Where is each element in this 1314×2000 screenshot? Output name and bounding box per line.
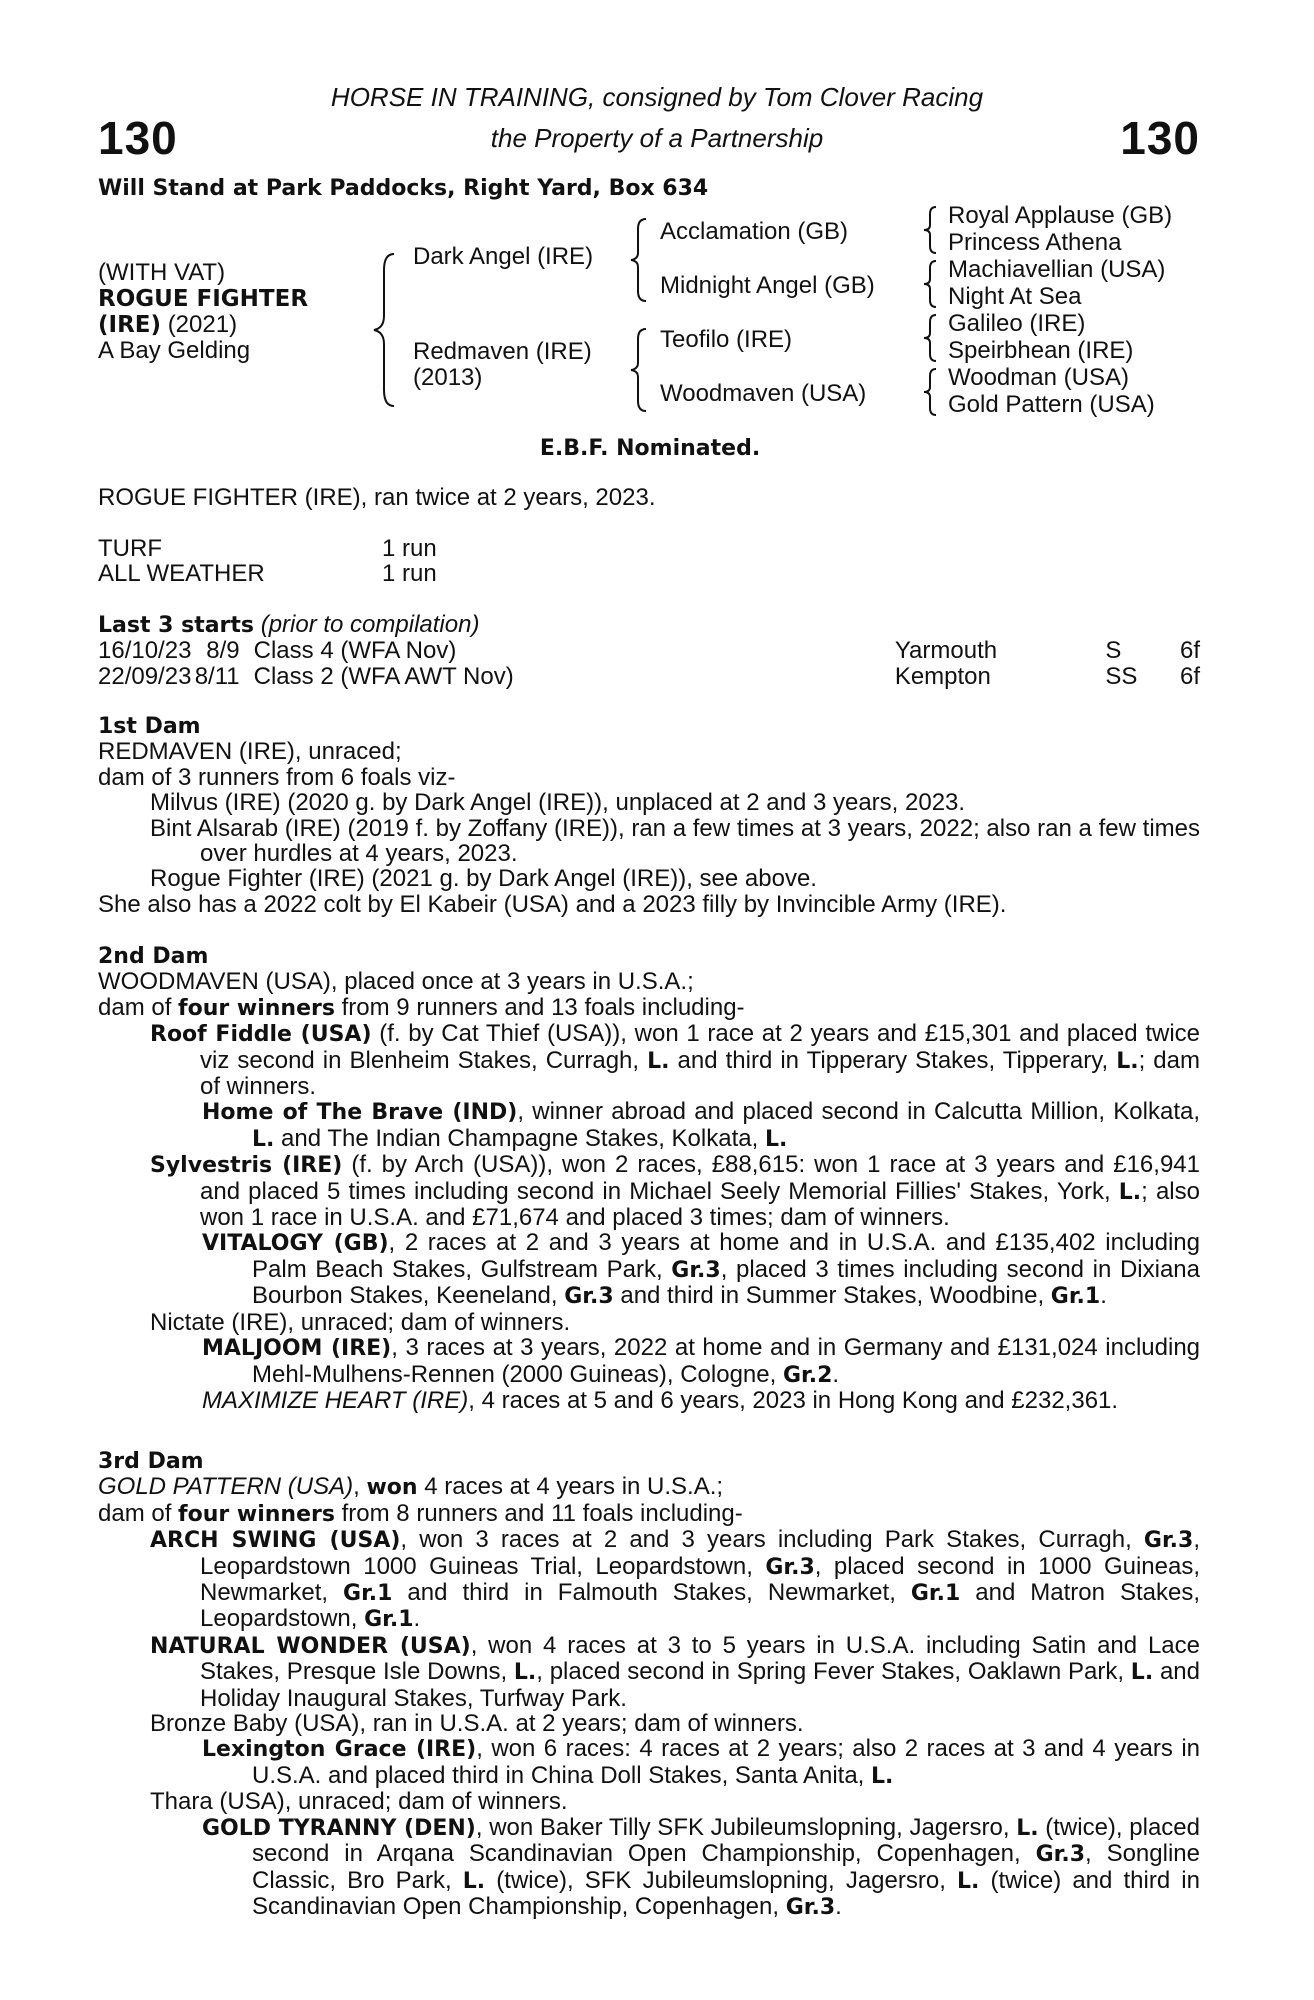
runs-count: 1 run xyxy=(382,535,437,562)
group-badge: Gr.1 xyxy=(364,1607,414,1633)
listed-badge: L. xyxy=(1116,1048,1139,1074)
sire-dam-sire: Machiavellian (USA) xyxy=(948,256,1166,283)
dam-dam-dam: Gold Pattern (USA) xyxy=(948,391,1155,418)
last-starts xyxy=(98,612,1200,689)
lot-number-left: 130 xyxy=(98,112,178,164)
start-race: Class 4 (WFA Nov) xyxy=(253,637,457,665)
dam-name: Redmaven (IRE) xyxy=(413,338,592,365)
progeny-maximize-heart xyxy=(98,1388,1200,1413)
stand-line: Will Stand at Park Paddocks, Right Yard, Box 634 xyxy=(98,176,709,201)
start-going: S xyxy=(1105,637,1122,665)
text: from 9 runners and 13 foals including- xyxy=(334,993,745,1021)
listed-badge: L. xyxy=(1016,1815,1039,1841)
first-dam-progeny: Bint Alsarab (IRE) (2019 f. by Zoffany (IRE)), ran a few times at 3 years, 2022; also ran a few times over hurdles at 4 years, 2023. xyxy=(150,814,1200,868)
won-label: won xyxy=(366,1475,418,1501)
text: (twice), placed second in Arqana Scandinavian Open Championship, Copenhagen, xyxy=(252,1813,1200,1868)
race-summary: ROGUE FIGHTER (IRE), ran twice at 2 years, 2023. xyxy=(98,484,656,511)
text: (f. by Cat Thief (USA)), won 1 race at 2 years and £15,301 and placed twice viz second in Blenheim Stakes, Curragh, xyxy=(200,1020,1200,1074)
listed-badge: L. xyxy=(957,1868,980,1894)
text: dam of xyxy=(98,993,179,1021)
text: , placed 3 times including second in Dixiana Bourbon Stakes, Keeneland, xyxy=(252,1255,1200,1310)
horse-name: MAXIMIZE HEART (IRE) xyxy=(202,1386,469,1414)
horse-name: Lexington Grace (IRE) xyxy=(202,1737,477,1763)
lot-number-right: 130 xyxy=(1120,112,1200,164)
dam-sire-dam: Speirbhean (IRE) xyxy=(948,337,1134,364)
text: , won Baker Tilly SFK Jubileumslopning, Jagersro, xyxy=(475,1813,1017,1841)
text: , Songline Classic, Bro Park, xyxy=(252,1840,1200,1894)
consignor-line: HORSE IN TRAINING, consigned by Tom Clover Racing xyxy=(330,82,984,112)
horse-name: NATURAL WONDER (USA) xyxy=(150,1633,471,1659)
progeny-roof-fiddle xyxy=(98,1021,1200,1099)
second-dam-title: 2nd Dam xyxy=(98,944,209,969)
progeny-nictate: Nictate (IRE), unraced; dam of winners. xyxy=(150,1308,571,1336)
progeny-natural-wonder xyxy=(98,1633,1200,1711)
second-dam-line xyxy=(98,995,1200,1021)
pedigree-brace-g3-1 xyxy=(920,204,940,256)
start-course: Kempton xyxy=(894,662,991,690)
start-row xyxy=(98,638,1200,663)
text: (twice) and third in Scandinavian Open Championship, Copenhagen, xyxy=(252,1866,1200,1920)
progeny-gold-tyranny xyxy=(98,1815,1200,1921)
progeny-bronze-baby: Bronze Baby (USA), ran in U.S.A. at 2 years; dam of winners. xyxy=(150,1710,804,1738)
sire-sire-dam: Princess Athena xyxy=(948,229,1122,256)
text: , 4 races at 5 and 6 years, 2023 in Hong Kong and £232,361. xyxy=(468,1386,1119,1414)
vat-label: (WITH VAT) xyxy=(98,259,226,286)
text: , xyxy=(353,1473,367,1501)
start-position: 8/11 xyxy=(194,662,240,690)
second-dam-section xyxy=(98,944,1200,1413)
pedigree-brace-g3-4 xyxy=(920,366,940,418)
text: , winner abroad and placed second in Calcutta Million, Kolkata, xyxy=(517,1098,1200,1126)
progeny-sylvestris xyxy=(98,1152,1200,1230)
listed-badge: L. xyxy=(462,1868,486,1894)
first-dam-title: 1st Dam xyxy=(98,714,201,739)
sire-dam-dam: Night At Sea xyxy=(948,283,1082,310)
third-dam-line xyxy=(98,1474,1200,1500)
horse-name: Home of The Brave (IND) xyxy=(202,1100,518,1126)
listed-badge: L. xyxy=(871,1763,894,1789)
horse-name: ARCH SWING (USA) xyxy=(150,1528,401,1554)
text: , 2 races at 2 and 3 years at home and in U.S.A. and £135,402 including Palm Beach Stakes, Gulfstream Park, xyxy=(252,1229,1200,1283)
second-dam-line: WOODMAVEN (USA), placed once at 3 years in U.S.A.; xyxy=(98,968,694,996)
start-going: SS xyxy=(1105,662,1138,690)
horse-description: A Bay Gelding xyxy=(98,337,251,364)
pedigree-brace-main xyxy=(370,250,400,410)
runs-row xyxy=(98,561,1200,586)
horse-name: VITALOGY (GB) xyxy=(202,1231,389,1257)
dam-dam-sire: Woodman (USA) xyxy=(948,364,1129,391)
runs-surface: TURF xyxy=(98,535,162,562)
dam-dam: Woodmaven (USA) xyxy=(660,380,867,407)
listed-badge: L. xyxy=(1118,1179,1142,1205)
horse-name: MALJOOM (IRE) xyxy=(202,1336,392,1362)
text: , Leopardstown 1000 Guineas Trial, Leopardstown, xyxy=(200,1526,1200,1580)
progeny-maljoom xyxy=(98,1335,1200,1388)
horse-name: Sylvestris (IRE) xyxy=(150,1153,343,1179)
text: , placed second in Spring Fever Stakes, Oaklawn Park, xyxy=(536,1658,1131,1686)
text: and The Indian Champagne Stakes, Kolkata, xyxy=(274,1124,765,1152)
text: ; also won 1 race in U.S.A. and £71,674 and placed 3 times; dam of winners. xyxy=(200,1177,1200,1232)
first-dam-section xyxy=(98,714,1200,917)
group-badge: Gr.1 xyxy=(343,1581,393,1607)
text: dam of xyxy=(98,1499,179,1527)
progeny-lexington-grace xyxy=(98,1736,1200,1789)
text: , won 4 races at 3 to 5 years in U.S.A. including Satin and Lace Stakes, Presque Isle Downs, xyxy=(200,1631,1200,1686)
progeny-home-of-the-brave xyxy=(98,1099,1200,1152)
horse-country: (IRE) xyxy=(98,312,162,338)
text: and Matron Stakes, Leopardstown, xyxy=(200,1579,1200,1633)
pedigree-brace-g3-2 xyxy=(920,258,940,310)
start-course: Yarmouth xyxy=(894,637,998,665)
group-badge: Gr.3 xyxy=(765,1554,815,1580)
text: and third in Summer Stakes, Woodbine, xyxy=(613,1282,1051,1310)
text: ; dam of winners. xyxy=(200,1046,1200,1101)
property-line: the Property of a Partnership xyxy=(490,123,824,153)
sire-name: Dark Angel (IRE) xyxy=(413,243,594,270)
text: . xyxy=(832,1360,840,1388)
text: (f. by Arch (USA)), won 2 races, £88,615: won 1 race at 3 years and £16,941 and placed 5 times including second in Michael Seely Memorial Fillies' Stakes, York, xyxy=(200,1151,1200,1205)
progeny-thara: Thara (USA), unraced; dam of winners. xyxy=(150,1788,568,1816)
group-badge: Gr.1 xyxy=(910,1581,961,1607)
text: . xyxy=(413,1605,421,1633)
listed-badge: L. xyxy=(1130,1660,1154,1686)
horse-name: GOLD TYRANNY (DEN) xyxy=(202,1815,476,1841)
pedigree-brace-sire xyxy=(628,215,652,305)
group-badge: Gr.1 xyxy=(1050,1284,1101,1310)
dam-year: (2013) xyxy=(413,364,483,391)
listed-badge: L. xyxy=(513,1660,537,1686)
group-badge: Gr.2 xyxy=(782,1362,833,1388)
pedigree-brace-dam xyxy=(628,325,652,415)
start-position: 8/9 xyxy=(206,637,240,665)
group-badge: Gr.3 xyxy=(671,1257,721,1283)
start-race: Class 2 (WFA AWT Nov) xyxy=(253,662,514,690)
start-date: 16/10/23 xyxy=(98,637,192,665)
listed-badge: L. xyxy=(647,1048,670,1074)
first-dam-progeny: Milvus (IRE) (2020 g. by Dark Angel (IRE)), unplaced at 2 and 3 years, 2023. xyxy=(150,789,966,817)
runs-count: 1 run xyxy=(382,560,437,588)
dam-name: GOLD PATTERN (USA) xyxy=(98,1473,354,1501)
start-date: 22/09/23 xyxy=(98,662,192,690)
text: . xyxy=(835,1892,842,1920)
first-dam-line: She also has a 2022 colt by El Kabeir (USA) and a 2023 filly by Invincible Army (IRE). xyxy=(98,890,1007,918)
start-distance: 6f xyxy=(1179,637,1200,665)
dam-sire-sire: Galileo (IRE) xyxy=(948,310,1086,337)
third-dam-section xyxy=(98,1449,1200,1920)
start-row xyxy=(98,664,1200,689)
sire-dam: Midnight Angel (GB) xyxy=(660,272,875,299)
progeny-arch-swing xyxy=(98,1527,1200,1633)
third-dam-title: 3rd Dam xyxy=(98,1449,204,1474)
group-badge: Gr.3 xyxy=(1035,1842,1085,1868)
text: 4 races at 4 years in U.S.A.; xyxy=(417,1473,724,1501)
winners-count: four winners xyxy=(178,995,335,1021)
progeny-vitalogy xyxy=(98,1230,1200,1309)
listed-badge: L. xyxy=(252,1126,275,1152)
runs-surface: ALL WEATHER xyxy=(98,560,265,588)
runs-table xyxy=(98,536,1200,587)
last-starts-title: Last 3 starts xyxy=(98,613,255,638)
pedigree-brace-g3-3 xyxy=(920,312,940,364)
text: , won 6 races: 4 races at 2 years; also 2 races at 3 and 4 years in U.S.A. and placed third in China Doll Stakes, Santa Anita, xyxy=(252,1735,1200,1789)
group-badge: Gr.3 xyxy=(564,1284,614,1310)
horse-name: ROGUE FIGHTER xyxy=(98,286,309,312)
text: (twice), SFK Jubileumslopning, Jagersro, xyxy=(485,1866,957,1894)
ebf-nominated: E.B.F. Nominated. xyxy=(539,436,761,461)
text: , 3 races at 3 years, 2022 at home and in Germany and £131,024 including Mehl-Mulhens-Rennen (2000 Guineas), Cologne, xyxy=(252,1334,1201,1388)
start-distance: 6f xyxy=(1179,662,1200,690)
dam-sire: Teofilo (IRE) xyxy=(660,326,793,353)
text: from 8 runners and 11 foals including- xyxy=(334,1499,743,1527)
listed-badge: L. xyxy=(764,1126,788,1152)
horse-identity xyxy=(98,260,308,364)
horse-name: Roof Fiddle (USA) xyxy=(150,1022,372,1048)
sire-sire-sire: Royal Applause (GB) xyxy=(948,202,1173,229)
text: and Holiday Inaugural Stakes, Turfway Park. xyxy=(200,1658,1200,1712)
first-dam-progeny: Rogue Fighter (IRE) (2021 g. by Dark Angel (IRE)), see above. xyxy=(150,865,817,893)
sire-sire: Acclamation (GB) xyxy=(660,218,849,245)
text: , placed second in 1000 Guineas, Newmarket, xyxy=(200,1552,1200,1607)
text: and third in Tipperary Stakes, Tipperary, xyxy=(669,1046,1117,1074)
text: . xyxy=(1100,1282,1107,1310)
first-dam-line: dam of 3 runners from 6 foals viz- xyxy=(98,763,456,791)
runs-row xyxy=(98,536,1200,561)
group-badge: Gr.3 xyxy=(1143,1528,1194,1554)
horse-year: (2021) xyxy=(167,311,238,338)
last-starts-note: (prior to compilation) xyxy=(260,611,480,638)
text: , won 3 races at 2 and 3 years including Park Stakes, Curragh, xyxy=(400,1526,1144,1554)
third-dam-line xyxy=(98,1501,1200,1527)
winners-count: four winners xyxy=(178,1501,335,1527)
first-dam-line: REDMAVEN (IRE), unraced; xyxy=(98,738,402,766)
text: and third in Falmouth Stakes, Newmarket, xyxy=(392,1579,911,1607)
group-badge: Gr.3 xyxy=(785,1894,836,1920)
